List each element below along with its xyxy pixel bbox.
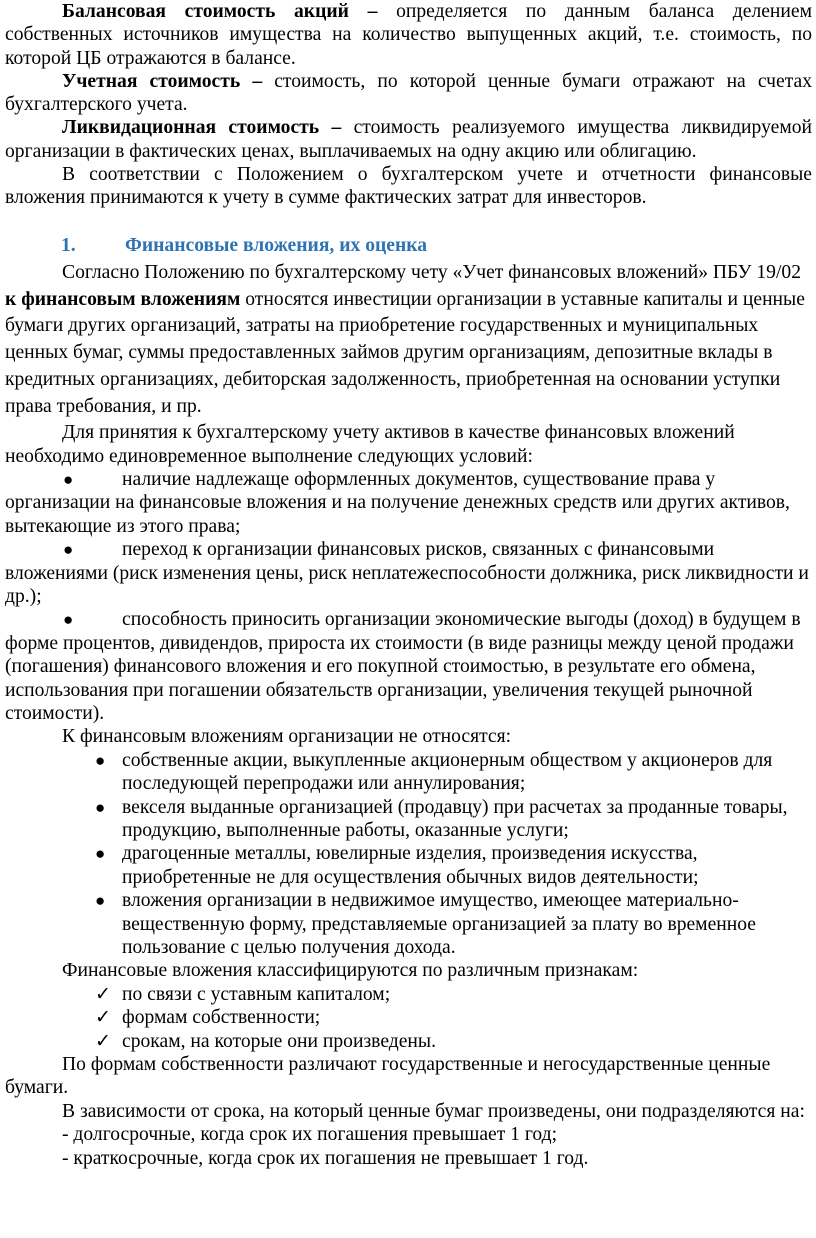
list-item-text: срокам, на которые они произведены. (122, 1030, 436, 1052)
list-item-text: вложения организации в недвижимое имущество, имеющее материально-вещественную форму, представляемые организацией за плату во временное пользование с целью получения дохода. (122, 890, 756, 959)
section-heading (5, 232, 812, 260)
bullet-icon: ● (95, 844, 106, 864)
section-title: Финансовые вложения, их оценка (125, 234, 428, 256)
list-item (5, 1006, 812, 1029)
list-item (5, 796, 812, 843)
condition-text: способность приносить организации экономические выгоды (доход) в будущем в форме процентов, дивидендов, прироста их стоимости (в виде разницы между ценой продажи (погашения) финансового вложения и его покупной стоимостью, в результате его обмена, использования при погашении обязательств организации, увеличения текущей рыночной стоимости). (5, 609, 801, 724)
condition-text: переход к организации финансовых рисков, связанных с финансовыми вложениями (риск изменения цены, риск неплатежеспособности должника, риск ликвидности и др.); (5, 539, 809, 607)
definition-text: стоимость, по которой ценные бумаги отражают на счетах бухгалтерского учета. (5, 70, 812, 116)
list-item (5, 842, 812, 889)
bullet-icon: ● (95, 797, 106, 817)
exclusions-list (5, 749, 812, 960)
list-item-text: по связи с уставным капиталом; (122, 983, 391, 1005)
definition-text: определяется по данным баланса делением собственных источников имущества на количество выпущенных акций, т.е. стоимость, по которой ЦБ отражаются в балансе. (5, 1, 812, 69)
classification-intro: Финансовые вложения классифицируются по различным признакам: (62, 960, 639, 982)
condition-item (5, 608, 812, 725)
bullet-icon: ● (95, 750, 106, 770)
definition-term: Ликвидационная стоимость – (62, 117, 342, 139)
definition-text: стоимость реализуемого имущества ликвидируемой организации в фактических ценах, выплачиваемых на одну акцию или облигацию. (5, 117, 813, 162)
list-item (5, 983, 812, 1006)
definition-balance-value (5, 0, 812, 70)
definition-term: Балансовая стоимость акций – (62, 1, 378, 22)
list-item-text: формам собственности; (122, 1007, 321, 1029)
list-item (5, 889, 812, 959)
checkmark-icon: ✓ (95, 1007, 111, 1029)
bullet-icon: ● (95, 891, 106, 911)
list-item-text: векселя выданные организацией (продавцу) при расчетах за проданные товары, продукцию, выполненные работы, оказанные услуги; (122, 796, 788, 842)
term-short: - краткосрочные, когда срок их погашения не превышает 1 год. (62, 1147, 589, 1169)
definition-term: Учетная стоимость – (62, 70, 263, 92)
list-item (5, 1030, 812, 1053)
term-long: - долгосрочные, когда срок их погашения превышает 1 год; (62, 1124, 558, 1146)
bullet-icon: ● (63, 469, 74, 489)
condition-item (5, 468, 812, 538)
pbu-paragraph (5, 260, 812, 421)
checkmark-icon: ✓ (95, 983, 111, 1005)
list-item-text: драгоценные металлы, ювелирные изделия, произведения искусства, приобретенные не для осуществления обычных видов деятельности; (122, 843, 699, 888)
definition-accounting-value (5, 70, 812, 117)
checkmark-icon: ✓ (95, 1030, 111, 1052)
list-item (5, 749, 812, 796)
ownership-paragraph: По формам собственности различают государственные и негосударственные ценные бумаги. (5, 1054, 771, 1099)
intro-paragraph: В соответствии с Положением о бухгалтерском учете и отчетности финансовые вложения принимаются к учету в сумме фактических затрат для инвесторов. (5, 164, 812, 209)
term-paragraph: В зависимости от срока, на который ценные бумаг произведены, они подразделяются на: (62, 1100, 805, 1122)
bullet-icon: ● (63, 610, 74, 630)
classification-list (5, 983, 812, 1053)
condition-text: наличие надлежаще оформленных документов, существование права у организации на финансовые вложения и на получение денежных средств или других активов, вытекающие из этого права; (5, 468, 790, 537)
conditions-intro: Для принятия к бухгалтерскому учету активов в качестве финансовых вложений необходимо единовременное выполнение следующих условий: (5, 422, 735, 467)
bullet-icon: ● (63, 540, 74, 560)
exclusions-intro: К финансовым вложениям организации не относятся: (62, 726, 512, 748)
definition-liquidation-value (5, 116, 812, 163)
condition-item (5, 538, 812, 608)
list-item-text: собственные акции, выкупленные акционерным обществом у акционеров для последующей перепродажи или аннулирования; (122, 749, 773, 795)
pbu-bold-term: к финансовым вложениям (5, 288, 241, 310)
section-number: 1. (61, 234, 76, 256)
pbu-text-part1: Согласно Положению по бухгалтерскому чету «Учет финансовых вложений» ПБУ 19/02 (62, 261, 802, 283)
pbu-text-part2: относятся инвестиции организации в уставные капиталы и ценные бумаги других организаций, затраты на приобретение государственных и муниципальных ценных бумаг, суммы предоставленных займов другим организациям, депозитные вклады в кредитных организациях, дебиторская задолженность, приобретенная на основании уступки права требования, и пр. (5, 288, 805, 418)
